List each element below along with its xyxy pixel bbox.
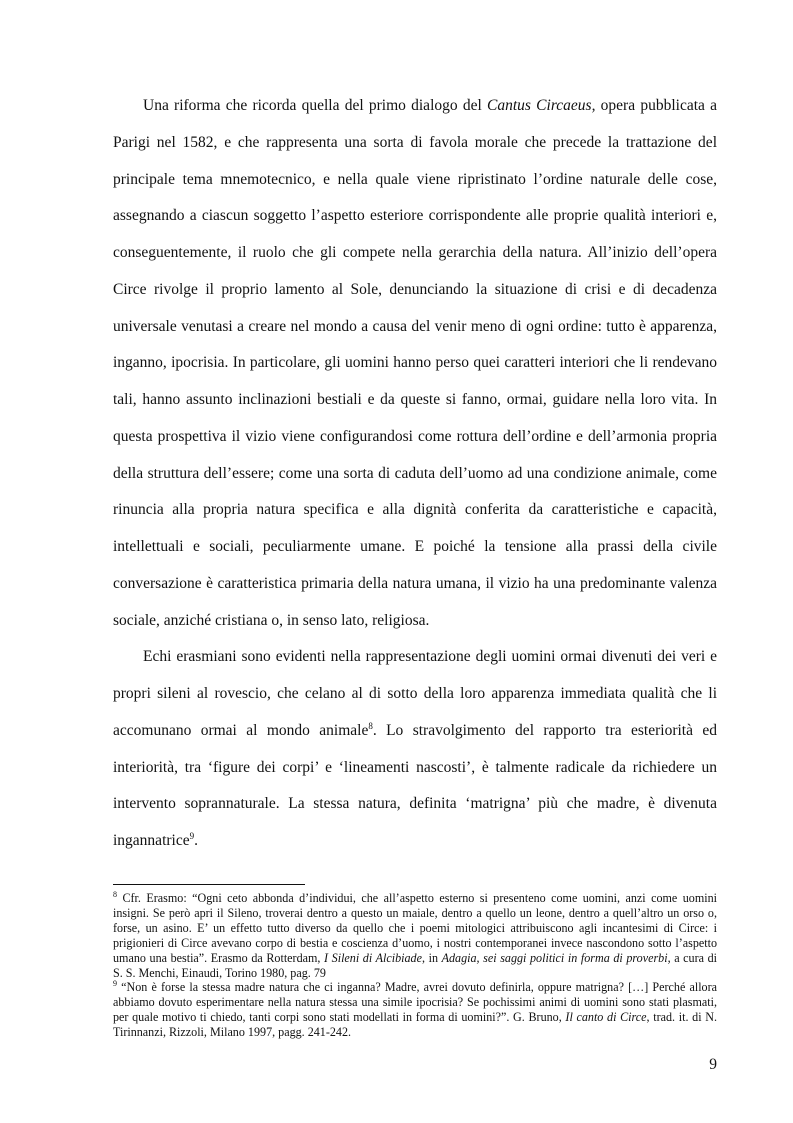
footnote-8 bbox=[113, 891, 717, 980]
footnotes bbox=[113, 891, 717, 1040]
paragraph bbox=[113, 88, 717, 639]
italic-title: I Sileni di Alcibiade bbox=[324, 950, 422, 965]
text-run: “Non è forse la stessa madre natura che ci inganna? Madre, avrei dovuto definirla, oppure matrigna? […] Perché allora abbiamo dovuto esperimentare nella natura stessa una simile ipocrisia? Se pochissimi animi di uomini sono stati plasmati, per quale motivo ti chiedo, tanti corpi sono stati modellati in forma di uomini?”. G. Bruno, bbox=[113, 980, 717, 1025]
footnote-ref[interactable]: 8 bbox=[368, 720, 373, 731]
body-text bbox=[113, 88, 717, 860]
footnote-ref[interactable]: 9 bbox=[189, 830, 195, 841]
text-run: Una riforma che ricorda quella del primo dialogo del bbox=[143, 97, 488, 114]
text-run: opera pubblicata a Parigi nel 1582, e che rappresenta una sorta di favola morale che precede la trattazione del principale tema mnemotecnico, e nella quale viene ripristinato l’ordine naturale delle cose, assegnando a ciascun soggetto l’aspetto esteriore corrispondente alle proprie qualità interiori e, conseguentemente, il ruolo che gli compete nella gerarchia della natura. All’inizio dell’opera Circe rivolge il proprio lamento al Sole, denunciando la situazione di crisi e di decadenza universale venutasi a creare nel mondo a causa del venir meno di ogni ordine: tutto è apparenza, inganno, ipocrisia. In particolare, gli uomini hanno perso quei caratteri interiori che li rendevano tali, hanno assunto inclinazioni bestiali e da queste si fanno, ormai, guidare nella loro vita. In questa prospettiva il vizio viene configurandosi come rottura dell’ordine e dell’armonia propria della struttura dell’essere; come una sorta di caduta dell’uomo ad una condizione animale, come rinuncia alla propria natura specifica e alla dignità conferita da caratteristiche e capacità, intellettuali e sociali, peculiarmente umane. E poiché la tensione alla prassi della civile conversazione è caratteristica primaria della natura umana, il vizio ha una predominante valenza sociale, anziché cristiana o, in senso lato, religiosa. bbox=[113, 97, 717, 629]
text-run: Echi erasmiani sono evidenti nella rappresentazione degli uomini ormai divenuti dei veri e propri sileni al rovescio, che celano al di sotto della loro apparenza immediata qualità che li accomunano ormai al mondo animale bbox=[113, 648, 717, 739]
footnote-number: 9 bbox=[113, 979, 117, 989]
text-run: . Lo stravolgimento del rapporto tra esteriorità ed interiorità, tra ‘figure dei corpi’ e ‘lineamenti nascosti’, è talmente radicale da richiedere un intervento soprannaturale. La stessa natura, definita ‘matrigna’ più che madre, è divenuta ingannatrice bbox=[113, 721, 717, 849]
text-run: , in bbox=[421, 950, 442, 965]
text-run: Cfr. Erasmo: “Ogni ceto abbonda d’individui, che all’aspetto esterno si presenteno come uomini, anzi come uomini insigni. Se però apri il Sileno, troverai dentro a questo un maiale, dentro a quello un leone, dentro a quell’altro un orso o, forse, un asino. E’ un effetto tutto diverso da quello che i poemi mitologici attribuiscono agli incantesimi di Circe: i prigionieri di Circe avevano corpo di bestia e coscienza d’uomo, i nostri contemporanei invece nascondono sotto l’aspetto umano una bestia”. Erasmo da Rotterdam, bbox=[113, 891, 717, 965]
text-run: . bbox=[194, 832, 198, 849]
text-run: a cura di S. S. Menchi, Einaudi, Torino 1980, pag. 79 bbox=[113, 950, 718, 980]
italic-title: Adagia, sei saggi politici in forma di proverbi, bbox=[441, 950, 671, 965]
footnote-number: 8 bbox=[113, 889, 117, 899]
italic-title: Cantus Circaeus, bbox=[487, 97, 596, 114]
text-run: , trad. it. di N. Tirinnanzi, Rizzoli, Milano 1997, pagg. 241-242. bbox=[113, 1010, 717, 1040]
paragraph bbox=[113, 639, 717, 860]
page-number: 9 bbox=[709, 1056, 717, 1073]
italic-title: Il canto di Circe bbox=[565, 1010, 647, 1025]
footnote-9 bbox=[113, 980, 717, 1040]
footnote-separator bbox=[113, 884, 305, 885]
